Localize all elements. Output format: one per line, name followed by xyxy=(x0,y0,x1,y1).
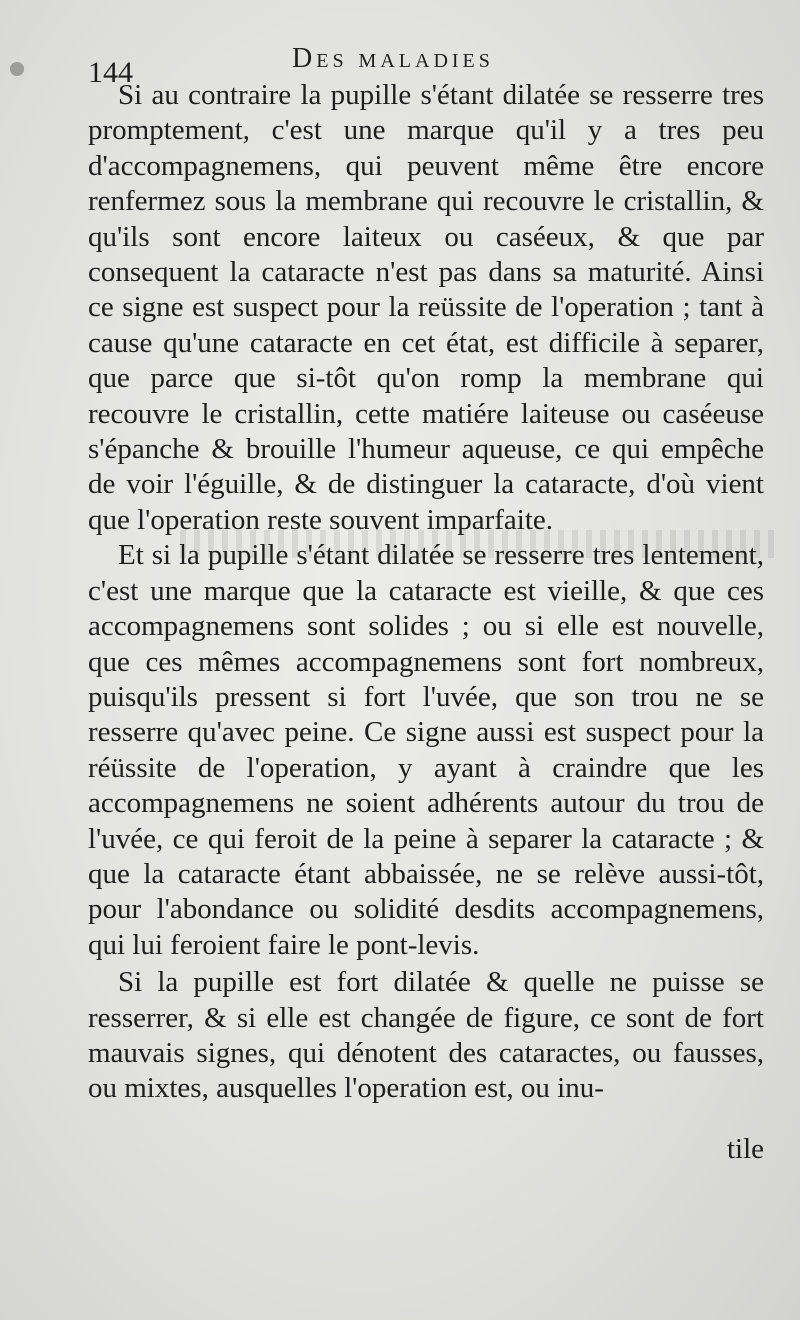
paragraph-2: Et si la pupille s'étant dilatée se resserre tres lentement, c'est une marque que la cataracte est vieille, & que ces accompagnemens sont solides ; ou si elle est nouvelle, que ces mêmes accompagnemens sont fort nombreux, puisqu'ils pressent si fort l'uvée, que son trou ne se resserre qu'avec peine. Ce signe aussi est suspect pour la réüssite de l'operation, y ayant à craindre que les accompagnemens ne soient adhérents autour du trou de l'uvée, ce qui feroit de la peine à separer la cataracte ; & que la cataracte étant abbaissée, ne se relève aussi-tôt, pour l'abondance ou solidité desdits accompagnemens, qui lui feroient faire le pont-levis. xyxy=(88,539,764,961)
body-text xyxy=(88,78,764,1107)
paragraph-1: Si au contraire la pupille s'étant dilatée se resserre tres promptement, c'est une marque qu'il y a tres peu d'accompagnemens, qui peuvent même être encore renfermez sous la membrane qui recouvre le cristallin, & qu'ils sont encore laiteux ou caséeux, & que par consequent la cataracte n'est pas dans sa maturité. Ainsi ce signe est suspect pour la reüssite de l'operation ; tant à cause qu'une cataracte en cet état, est difficile à separer, que parce que si-tôt qu'on romp la membrane qui recouvre le cristallin, cette matiére laiteuse ou caséeuse s'épanche & brouille l'humeur aqueuse, ce qui empêche de voir l'éguille, & de distinguer la cataracte, d'où vient que l'operation reste souvent imparfaite. xyxy=(88,79,764,536)
page-number: 144 xyxy=(88,56,133,89)
catchword: tile xyxy=(726,1133,764,1165)
paragraph-3: Si la pupille est fort dilatée & quelle ne puisse se resserrer, & si elle est changée de figure, ce sont de fort mauvais signes, qui dénotent des cataractes, ou fausses, ou mixtes, ausquelles l'operation est, ou inu- xyxy=(88,966,764,1105)
running-head: Des maladies xyxy=(292,43,494,74)
paper-blemish xyxy=(10,62,24,76)
